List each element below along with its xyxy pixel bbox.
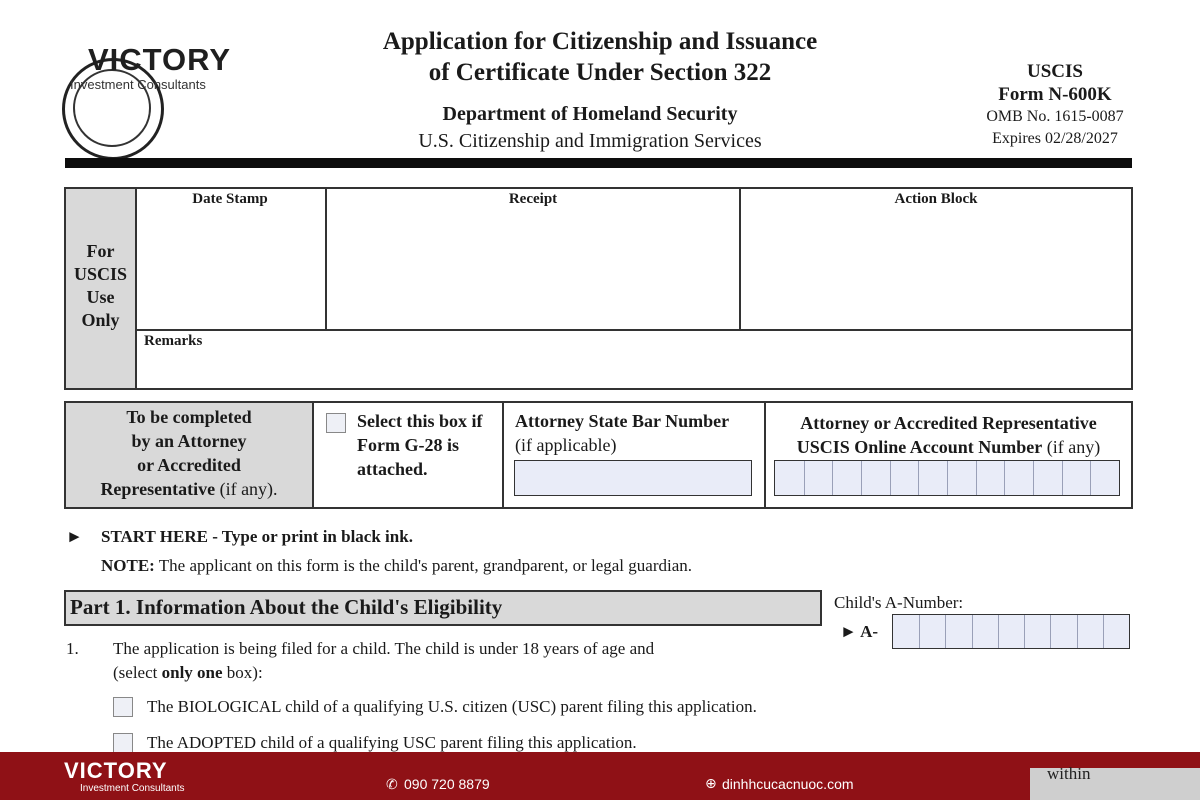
divider [135,329,1131,331]
attorney-side-line: To be completed [126,407,252,427]
cut-off-text: within [1047,764,1091,783]
header-rule [65,158,1132,168]
bar-number-label [515,409,729,457]
note-label: NOTE: [101,556,155,575]
note-line [101,554,692,578]
a-number-prefix: ► A- [840,622,879,641]
watermark-brand: VICTORY [88,42,232,77]
divider [739,189,741,330]
q1-text-post: box): [222,663,263,682]
footer-website[interactable]: dinhhcucacnuoc.com [722,776,854,792]
adopted-child-checkbox[interactable] [113,733,133,753]
part1-heading: Part 1. Information About the Child's Eligibility [70,595,503,619]
action-block-label: Action Block [894,191,978,207]
field-cell-divider [1062,461,1063,495]
bar-number-note: (if applicable) [515,435,617,455]
note-text: The applicant on this form is the child's parent, grandparent, or legal guardian. [158,556,692,575]
a-number-input[interactable] [892,614,1130,649]
phone-icon: ✆ [386,776,398,792]
online-account-input[interactable] [774,460,1120,496]
field-cell-divider [918,461,919,495]
globe-icon: ⊕ [705,775,717,791]
title-line-1: Application for Citizenship and Issuance [382,28,818,55]
adopted-child-option: The ADOPTED child of a qualifying USC parent filing this application. [147,733,637,752]
attorney-side-suffix: (if any). [219,479,278,499]
attorney-side-line: Representative [100,479,216,499]
q1-text-line: The application is being filed for a child. The child is under 18 years of age and [113,639,655,658]
field-cell-divider [972,615,973,648]
g28-label-line: attached. [357,459,428,479]
account-label-line: USCIS Online Account Number [796,437,1043,457]
field-cell-divider [976,461,977,495]
q1-text [113,637,654,685]
field-cell-divider [1090,461,1091,495]
title-line-2: of Certificate Under Section 322 [428,59,772,86]
field-cell-divider [1004,461,1005,495]
q1-text-pre: (select [113,663,162,682]
account-number-label [766,411,1131,459]
attorney-side-line: or Accredited [137,455,241,475]
bar-number-title: Attorney State Bar Number [515,411,730,431]
field-cell-divider [1050,615,1051,648]
a-number-label: Child's A-Number: [834,593,964,612]
g28-checkbox[interactable] [326,413,346,433]
date-stamp-label: Date Stamp [192,191,268,207]
divider [325,189,327,330]
uscis-side-label: For USCIS Use Only [73,241,128,330]
department-block [380,101,800,155]
biological-child-checkbox[interactable] [113,697,133,717]
footer-phone[interactable]: 090 720 8879 [404,776,490,792]
field-cell-divider [832,461,833,495]
field-cell-divider [1024,615,1025,648]
field-cell-divider [1077,615,1078,648]
start-arrow-icon: ► [66,527,83,546]
watermark-tagline: Investment Consultants [70,77,206,92]
agency-name: U.S. Citizenship and Immigration Services [418,130,762,152]
field-cell-divider [998,615,999,648]
bar-number-input[interactable] [514,460,752,496]
field-cell-divider [1103,615,1104,648]
form-title [330,26,870,88]
g28-label-line: Select this box if [357,411,483,431]
field-cell-divider [804,461,805,495]
field-cell-divider [861,461,862,495]
field-cell-divider [947,461,948,495]
footer-tagline: Investment Consultants [80,783,185,794]
account-label-note: (if any) [1046,437,1101,457]
q1-text-bold: only one [161,663,223,682]
uscis-use-box [64,187,1133,390]
receipt-label: Receipt [508,191,558,207]
field-cell-divider [1033,461,1034,495]
field-cell-divider [890,461,891,495]
remarks-label: Remarks [144,333,203,349]
omb-number: OMB No. 1615-0087 [986,108,1124,125]
form-number: Form N-600K [998,84,1112,105]
field-cell-divider [945,615,946,648]
account-label-line: Attorney or Accredited Representative [800,413,1097,433]
attorney-side-line: by an Attorney [131,431,247,451]
expiration-date: Expires 02/28/2027 [992,130,1118,147]
department-name: Department of Homeland Security [442,103,738,125]
q1-number: 1. [66,639,79,658]
divider [502,403,504,507]
attorney-side-label [66,405,312,501]
form-id-block [960,60,1150,150]
agency-short: USCIS [1027,61,1083,82]
field-cell-divider [919,615,920,648]
biological-child-option: The BIOLOGICAL child of a qualifying U.S. citizen (USC) parent filing this application. [147,697,757,716]
start-here: START HERE - Type or print in black ink. [101,527,413,546]
g28-label-line: Form G-28 is [357,435,459,455]
g28-label [357,409,483,481]
footer-brand: VICTORY [64,758,168,783]
